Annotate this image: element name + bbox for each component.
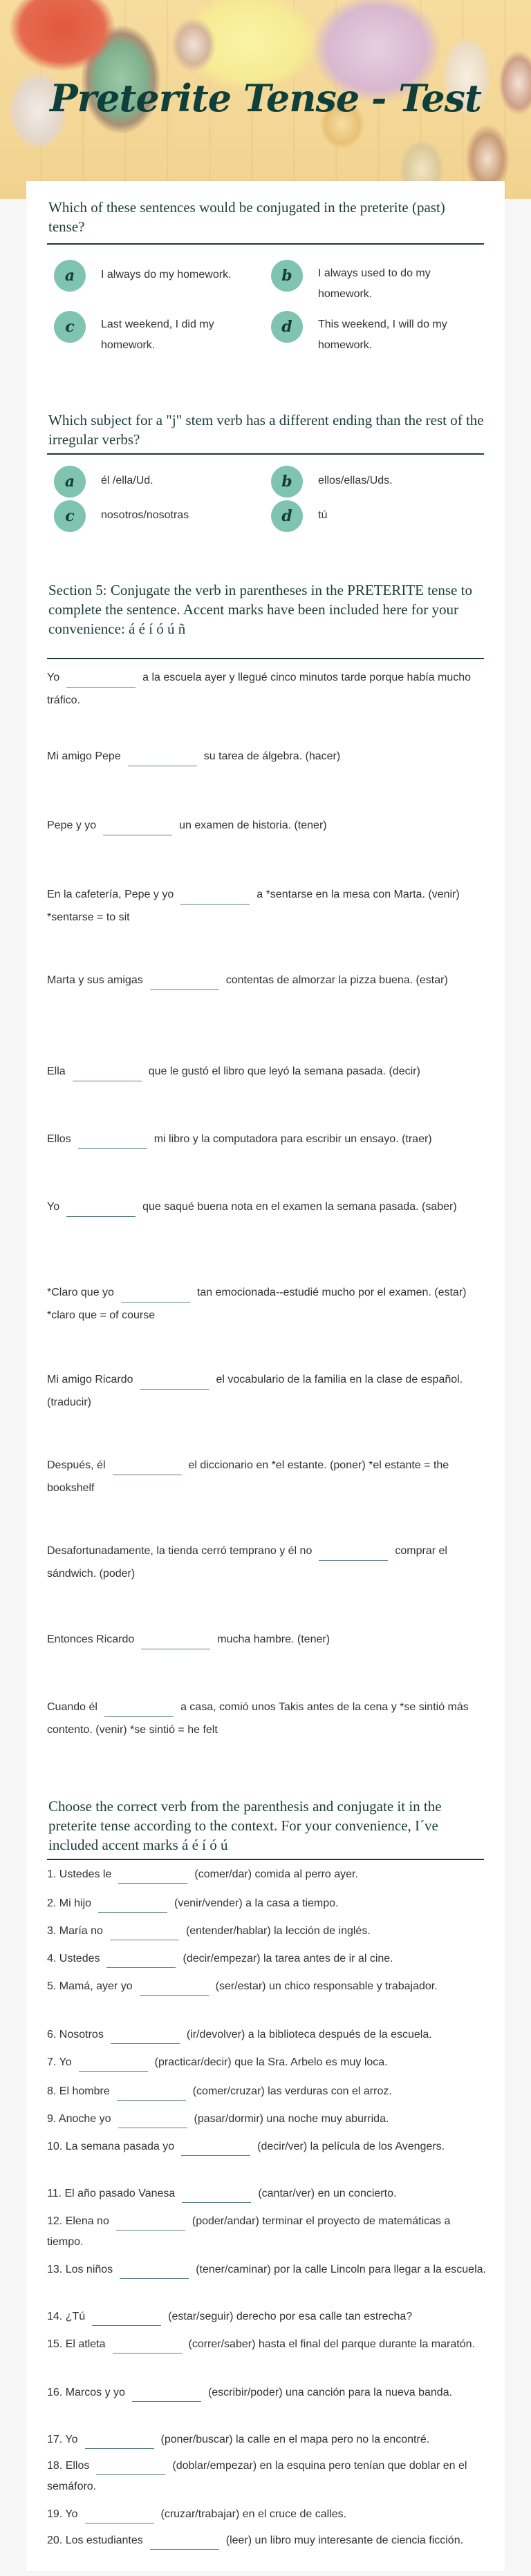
fill-after: un examen de historia. (tener) xyxy=(179,820,327,831)
item-after: (ser/estar) un chico responsable y trabajador. xyxy=(215,1980,438,1992)
fill-item xyxy=(47,969,487,992)
item-after: (comer/dar) comida al perro ayer. xyxy=(194,1868,358,1880)
item-before: 16. Marcos y yo xyxy=(47,2387,125,2398)
fill-before: Pepe y yo xyxy=(47,820,97,831)
numbered-item xyxy=(47,2504,487,2525)
option-text: él /ella/Ud. xyxy=(101,475,153,486)
fill-before: Entonces Ricardo xyxy=(47,1633,135,1645)
fill-before: Ellos xyxy=(47,1133,71,1145)
option-letter-icon: d xyxy=(271,500,303,532)
fill-item xyxy=(47,1454,487,1499)
numbered-item xyxy=(47,2456,487,2497)
fill-after: el diccionario en *el estante. (poner) *el estante = the bookshelf xyxy=(47,1459,449,1494)
item-before: 13. Los niños xyxy=(47,2264,113,2275)
fill-before: En la cafetería, Pepe y yo xyxy=(47,889,174,900)
option-text: I always used to do my homework. xyxy=(318,267,431,300)
divider xyxy=(47,1859,484,1860)
fill-before: Yo xyxy=(47,1201,60,1213)
answer-blank[interactable] xyxy=(92,2311,161,2326)
item-before: 20. Los estudiantes xyxy=(47,2535,143,2546)
item-before: 3. María no xyxy=(47,1925,103,1937)
fill-before: Ella xyxy=(47,1066,66,1077)
option-text: nosotros/nosotras xyxy=(101,509,189,521)
fill-item xyxy=(47,1128,487,1150)
answer-blank[interactable] xyxy=(96,2460,165,2475)
item-after: (doblar/empezar) en la esquina pero tenían que doblar en el semáforo. xyxy=(47,2460,467,2492)
item-before: 5. Mamá, ayer yo xyxy=(47,1980,133,1992)
answer-blank[interactable] xyxy=(85,2508,154,2523)
fill-item xyxy=(47,814,487,837)
worksheet-card xyxy=(26,181,505,2571)
option-letter-icon: b xyxy=(271,466,303,498)
fill-after: comprar el sándwich. (poder) xyxy=(47,1545,447,1580)
option-text: I always do my homework. xyxy=(101,269,232,281)
answer-blank[interactable] xyxy=(116,2215,185,2231)
item-before: 9. Anoche yo xyxy=(47,2113,111,2125)
answer-blank[interactable] xyxy=(140,1980,209,1996)
fill-item xyxy=(47,1696,487,1741)
answer-blank[interactable] xyxy=(104,1702,174,1717)
option-letter-icon: d xyxy=(271,311,303,343)
answer-blank[interactable] xyxy=(128,751,197,766)
header-banner xyxy=(0,0,531,199)
numbered-item xyxy=(47,2307,487,2327)
numbered-item xyxy=(47,2081,487,2102)
item-before: 7. Yo xyxy=(47,2056,72,2068)
numbered-item xyxy=(47,2211,487,2253)
numbered-item xyxy=(47,1864,487,1885)
fill-before: *Claro que yo xyxy=(47,1287,114,1298)
answer-blank[interactable] xyxy=(117,2085,186,2101)
answer-blank[interactable] xyxy=(118,1868,187,1884)
answer-blank[interactable] xyxy=(140,1374,209,1390)
option-text: Last weekend, I did my homework. xyxy=(101,319,214,351)
numbered-item xyxy=(47,1921,487,1942)
fill-item xyxy=(47,1368,487,1414)
answer-blank[interactable] xyxy=(120,2264,189,2279)
item-after: (estar/seguir) derecho por esa calle tan estrecha? xyxy=(168,2311,413,2322)
answer-blank[interactable] xyxy=(180,889,250,905)
fill-after: a la escuela ayer y llegué cinco minutos tarde porque había mucho tráfico. xyxy=(47,672,472,706)
numbered-item xyxy=(47,2383,487,2403)
answer-blank[interactable] xyxy=(106,1953,176,1968)
item-before: 12. Elena no xyxy=(47,2215,109,2227)
option-letter-icon: b xyxy=(271,260,303,292)
fill-after: que saqué buena nota en el examen la semana pasada. (saber) xyxy=(142,1201,457,1213)
numbered-item xyxy=(47,2025,487,2045)
answer-blank[interactable] xyxy=(79,2056,148,2072)
answer-blank[interactable] xyxy=(141,1634,210,1649)
answer-blank[interactable] xyxy=(150,2535,219,2550)
fill-after: mucha hambre. (tener) xyxy=(217,1633,330,1645)
fill-after: su tarea de álgebra. (hacer) xyxy=(203,750,341,762)
fill-before: Yo xyxy=(47,672,60,683)
fill-item xyxy=(47,1628,487,1651)
fill-before: Mi amigo Pepe xyxy=(47,750,121,762)
item-before: 14. ¿Tú xyxy=(47,2311,86,2322)
item-after: (leer) un libro muy interesante de ciencia ficción. xyxy=(225,2535,464,2546)
fill-before: Después, él xyxy=(47,1459,106,1471)
item-after: (poner/buscar) la calle en el mapa pero no la encontré. xyxy=(160,2434,430,2445)
fill-item xyxy=(47,1060,487,1083)
fill-item xyxy=(47,883,487,929)
numbered-item xyxy=(47,2052,487,2073)
question-1-title: Which of these sentences would be conjugated in the preterite (past) tense? xyxy=(48,199,445,235)
answer-blank[interactable] xyxy=(103,820,172,835)
answer-blank[interactable] xyxy=(319,1546,388,1561)
item-after: (cruzar/trabajar) en el cruce de calles. xyxy=(160,2508,347,2520)
q1-option-a[interactable] xyxy=(54,260,260,292)
answer-blank[interactable] xyxy=(132,2387,201,2402)
option-text: This weekend, I will do my homework. xyxy=(318,319,447,351)
item-before: 2. Mi hijo xyxy=(47,1897,92,1909)
answer-blank[interactable] xyxy=(118,2113,187,2128)
option-letter-icon: c xyxy=(54,311,86,343)
answer-blank[interactable] xyxy=(113,2338,182,2354)
fill-item xyxy=(47,745,487,768)
numbered-item xyxy=(47,2137,487,2157)
item-before: 4. Ustedes xyxy=(47,1953,100,1964)
q1-option-b[interactable] xyxy=(271,260,477,305)
answer-blank[interactable] xyxy=(73,1066,142,1081)
answer-blank[interactable] xyxy=(110,1925,179,1940)
item-after: (decir/ver) la película de los Avengers. xyxy=(257,2141,445,2152)
item-before: 11. El año pasado Vanesa xyxy=(47,2188,176,2199)
numbered-item xyxy=(47,1949,487,1969)
item-after: (tener/caminar) por la calle Lincoln para llegar a la escuela. xyxy=(196,2264,486,2275)
fill-before: Marta y sus amigas xyxy=(47,974,143,986)
item-after: (correr/saber) hasta el final del parque durante la maratón. xyxy=(188,2338,475,2350)
q2-option-d[interactable] xyxy=(271,500,477,532)
item-after: (cantar/ver) en un concierto. xyxy=(258,2188,397,2199)
fill-after: el vocabulario de la familia en la clase de español. (traducir) xyxy=(47,1374,463,1408)
fill-item xyxy=(47,1281,487,1327)
q1-option-d[interactable] xyxy=(271,311,477,356)
divider xyxy=(47,453,484,455)
numbered-item xyxy=(47,1893,487,1914)
answer-blank[interactable] xyxy=(121,1287,190,1303)
fill-after: mi libro y la computadora para escribir un ensayo. (traer) xyxy=(153,1133,432,1145)
divider xyxy=(47,243,484,245)
option-letter-icon: a xyxy=(54,466,86,498)
option-text: ellos/ellas/Uds. xyxy=(318,475,393,486)
option-letter-icon: c xyxy=(54,500,86,532)
item-after: (escribir/poder) una canción para la nueva banda. xyxy=(207,2387,453,2398)
answer-blank[interactable] xyxy=(113,1460,182,1475)
item-after: (comer/cruzar) las verduras con el arroz. xyxy=(192,2085,392,2097)
q2-option-a[interactable] xyxy=(54,466,260,498)
fill-before: Cuando él xyxy=(47,1701,97,1713)
option-letter-icon: a xyxy=(54,260,86,292)
item-before: 8. El hombre xyxy=(47,2085,110,2097)
q2-option-c[interactable] xyxy=(54,500,260,532)
numbered-item xyxy=(47,2260,487,2280)
fill-after: a casa, comió unos Takis antes de la cena y *se sintió más contento. (venir) *se sintió = he felt xyxy=(47,1701,469,1736)
item-before: 10. La semana pasada yo xyxy=(47,2141,175,2152)
answer-blank[interactable] xyxy=(181,2141,250,2156)
item-after: (decir/empezar) la tarea antes de ir al cine. xyxy=(183,1953,393,1964)
fill-after: tan emocionada--estudié mucho por el examen. (estar) *claro que = of course xyxy=(47,1287,467,1321)
fill-before: Mi amigo Ricardo xyxy=(47,1374,133,1385)
question-2-title: Which subject for a "j" stem verb has a different ending than the rest of the irregular verbs? xyxy=(48,412,484,448)
item-before: 6. Nosotros xyxy=(47,2029,104,2040)
item-after: (venir/vender) a la casa a tiempo. xyxy=(174,1897,339,1909)
numbered-item xyxy=(47,2184,487,2204)
item-before: 1. Ustedes le xyxy=(47,1868,112,1880)
fill-item xyxy=(47,1540,487,1585)
fill-item xyxy=(47,666,487,712)
q2-option-b[interactable] xyxy=(271,466,477,498)
fill-item xyxy=(47,1195,487,1218)
item-before: 19. Yo xyxy=(47,2508,78,2520)
option-text: tú xyxy=(318,509,328,521)
answer-blank[interactable] xyxy=(66,1202,136,1217)
item-before: 15. El atleta xyxy=(47,2338,106,2350)
numbered-item xyxy=(47,2430,487,2450)
answer-blank[interactable] xyxy=(111,2029,180,2044)
answer-blank[interactable] xyxy=(150,975,219,990)
item-after: (entender/hablar) la lección de inglés. xyxy=(185,1925,371,1937)
item-after: (ir/devolver) a la biblioteca después de la escuela. xyxy=(186,2029,432,2040)
q1-option-c[interactable] xyxy=(54,311,260,356)
fill-before: Desafortunadamente, la tienda cerró temprano y él no xyxy=(47,1545,313,1557)
page-title: Preterite Tense - Test xyxy=(50,76,481,120)
item-after: (pasar/dormir) una noche muy aburrida. xyxy=(194,2113,389,2125)
section-6-title: Choose the correct verb from the parenthesis and conjugate it in the preterite tense according to the context. For your convenience, I´ve included accent marks á é í ó ú xyxy=(48,1798,442,1853)
fill-after: a *sentarse en la mesa con Marta. (venir) *sentarse = to sit xyxy=(47,889,460,923)
answer-blank[interactable] xyxy=(66,672,136,688)
fill-after: que le gustó el libro que leyó la semana pasada. (decir) xyxy=(148,1066,420,1077)
numbered-item xyxy=(47,2109,487,2130)
answer-blank[interactable] xyxy=(85,2434,154,2449)
numbered-item xyxy=(47,2530,487,2551)
numbered-item xyxy=(47,1976,487,1997)
item-before: 18. Ellos xyxy=(47,2460,90,2472)
answer-blank[interactable] xyxy=(78,1134,147,1149)
fill-after: contentas de almorzar la pizza buena. (estar) xyxy=(225,974,448,986)
item-after: (poder/andar) terminar el proyecto de matemáticas a tiempo. xyxy=(47,2215,451,2248)
divider xyxy=(47,658,484,659)
section-5-title: Section 5: Conjugate the verb in parentheses in the PRETERITE tense to complete the sentence. Accent marks have been included here for your convenience: á é í ó ú ñ xyxy=(48,582,472,637)
item-after: (practicar/decir) que la Sra. Arbelo es muy loca. xyxy=(154,2056,388,2068)
answer-blank[interactable] xyxy=(98,1897,167,1913)
numbered-item xyxy=(47,2334,487,2355)
answer-blank[interactable] xyxy=(182,2188,251,2203)
item-before: 17. Yo xyxy=(47,2434,78,2445)
